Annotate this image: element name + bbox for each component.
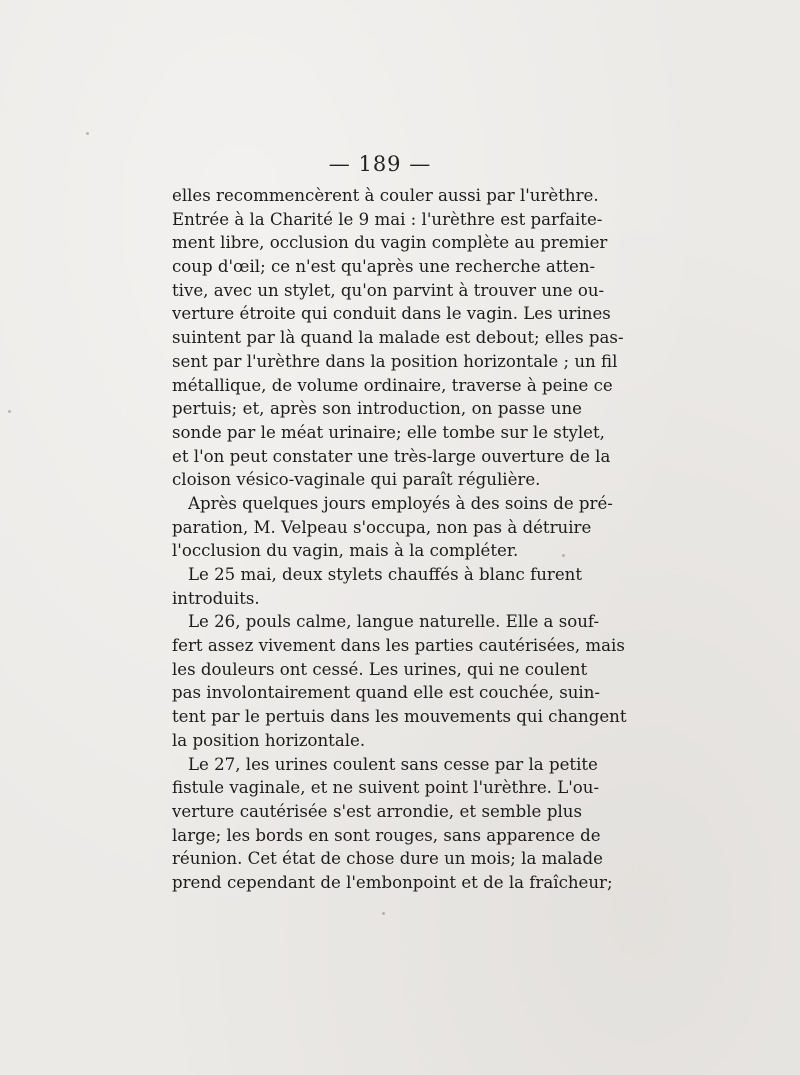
text-line: Après quelques jours employés à des soins de pré-: [188, 493, 613, 513]
text-line: elles recommencèrent à couler aussi par l'urèthre.: [172, 186, 599, 205]
paper-speck: [382, 912, 385, 915]
text-line: ment libre, occlusion du vagin complète au premier: [172, 233, 608, 253]
body-text: [172, 184, 627, 895]
text-line: pas involontairement quand elle est couchée, suin-: [172, 683, 600, 703]
page-number: — 189 —: [328, 152, 432, 176]
text-line: sent par l'urèthre dans la position horizontale ; un fil: [172, 351, 618, 371]
text-line: verture cautérisée s'est arrondie, et semble plus: [172, 801, 582, 821]
text-line: Le 26, pouls calme, langue naturelle. Elle a souf-: [188, 612, 600, 632]
text-line: métallique, de volume ordinaire, traverse à peine ce: [172, 375, 613, 395]
text-line: tent par le pertuis dans les mouvements qui changent: [172, 707, 627, 727]
text-line: fistule vaginale, et ne suivent point l'urèthre. L'ou-: [172, 778, 600, 798]
text-line: cloison vésico-vaginale qui paraît régulière.: [172, 470, 541, 490]
text-line: pertuis; et, après son introduction, on passe une: [172, 399, 582, 419]
paper-speck: [8, 410, 11, 413]
paper-speck: [562, 554, 565, 557]
text-line: coup d'œil; ce n'est qu'après une recherche atten-: [172, 257, 596, 277]
paper-speck: [86, 132, 89, 135]
text-line: introduits.: [172, 588, 260, 608]
text-line: les douleurs ont cessé. Les urines, qui ne coulent: [172, 659, 588, 679]
text-line: suintent par là quand la malade est debout; elles pas-: [172, 328, 624, 348]
text-line: prend cependant de l'embonpoint et de la fraîcheur;: [172, 872, 613, 892]
text-line: Entrée à la Charité le 9 mai : l'urèthre est parfaite-: [172, 209, 603, 229]
text-line: fert assez vivement dans les parties cautérisées, mais: [172, 636, 625, 656]
text-line: paration, M. Velpeau s'occupa, non pas à détruire: [172, 517, 592, 537]
text-line: Le 25 mai, deux stylets chauffés à blanc furent: [188, 565, 583, 584]
text-line: l'occlusion du vagin, mais à la compléter.: [172, 541, 519, 561]
text-line: la position horizontale.: [172, 730, 366, 750]
text-line: Le 27, les urines coulent sans cesse par la petite: [188, 754, 598, 774]
text-line: sonde par le méat urinaire; elle tombe sur le stylet,: [172, 422, 605, 442]
text-line: et l'on peut constater une très-large ouverture de la: [172, 446, 611, 466]
text-line: réunion. Cet état de chose dure un mois; la malade: [172, 849, 603, 869]
text-line: tive, avec un stylet, qu'on parvint à trouver une ou-: [172, 280, 605, 300]
text-line: large; les bords en sont rouges, sans apparence de: [172, 825, 601, 845]
text-line: verture étroite qui conduit dans le vagin. Les urines: [172, 304, 611, 324]
